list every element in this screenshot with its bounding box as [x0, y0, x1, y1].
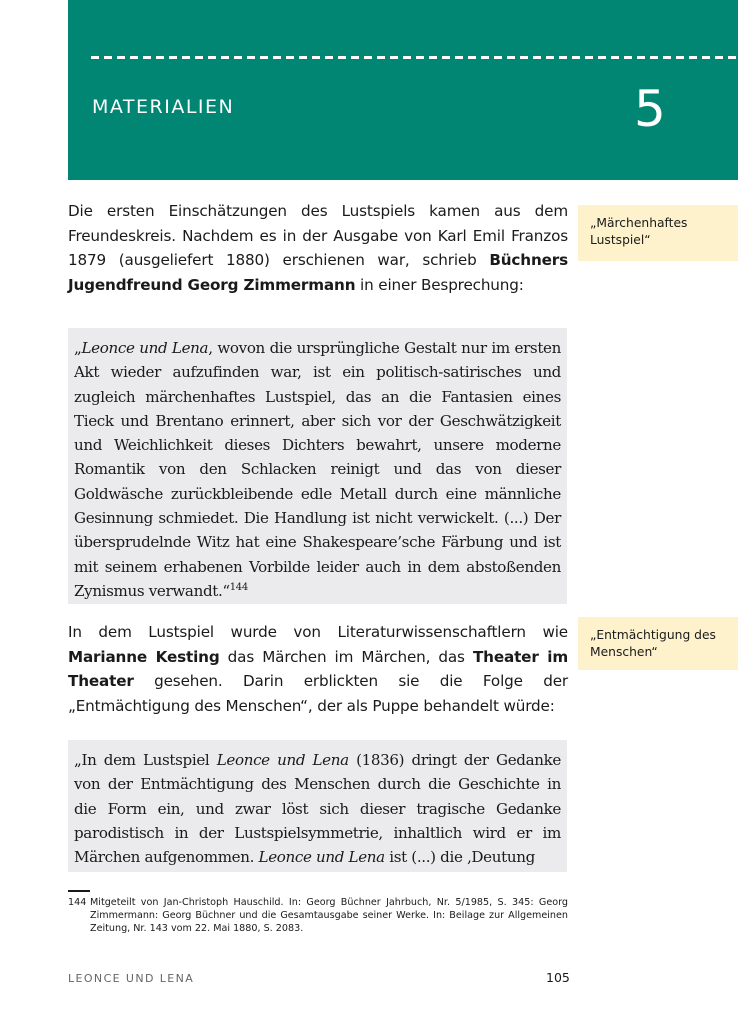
page-number: 105 [546, 970, 570, 985]
margin-note-entmaechtigung [578, 617, 738, 670]
paragraph-text: In dem Lustspiel wurde von Literaturwissenschaftlern wie [68, 623, 568, 641]
chapter-number: 5 [634, 80, 666, 138]
paragraph-text: das Märchen im Märchen, das [219, 647, 473, 666]
paragraph-text: Die ersten Einschätzungen des Lustspiels kamen aus dem Freundeskreis. Nachdem es in der Ausgabe von Karl Emil Franzos 1879 (ausgeliefert 1880) erschienen war, schrieb [68, 202, 568, 269]
margin-note-maerchenhaftes-lustspiel [578, 205, 738, 261]
quote-zimmermann [68, 328, 567, 604]
paragraph-intro [68, 199, 568, 297]
emphasis-term: Theater im Theater [68, 647, 568, 690]
chapter-header-band [68, 0, 738, 180]
paragraph-text: gesehen. Darin erblickten sie die Folge der „Entmächtigung des Menschen“, der als Puppe behandelt würde: [68, 672, 568, 715]
footnote-144 [68, 896, 568, 936]
footnote-reference[interactable]: 144 [229, 581, 248, 593]
footnote-rule [68, 890, 90, 892]
quote-text: ist (...) die ‚Deutung [384, 848, 535, 867]
footnote-text: Mitgeteilt von Jan-Christoph Hauschild. In: Georg Büchner Jahrbuch, Nr. 5/1985, S. 345: Georg Zimmermann: Georg Büchner und die Gesamtausgabe seiner Werke. In: Beilage zur Allgemeinen Zeitung, Nr. 143 vom 22. Mai 1880, S. 2083. [90, 897, 568, 935]
work-title: Leonce und Lena [81, 339, 209, 357]
work-title: Leonce und Lena [216, 751, 349, 769]
emphasis-name: Büchners Jugendfreund Georg Zimmermann [68, 251, 568, 294]
running-title: LEONCE UND LENA [68, 972, 195, 985]
dashed-divider [91, 56, 738, 59]
footnote-number: 144 [68, 897, 87, 908]
quote-text: , wovon die ursprüngliche Gestalt nur im ersten Akt wieder aufzufinden war, ist ein politisch-satirisches und zugleich märchenhaftes Lustspiel, das an die Fantasien eines Tieck und Brentano erinnert, aber sich vor der Geschwätzigkeit und Weichlichkeit dieses Dichters bewahrt, unsere moderne Romantik von den Schlacken reinigt und das von dieser Goldwäsche zurückbleibende edle Metall durch eine männliche Gesinnung schmiedet. Die Handlung ist nicht verwickelt. (...) Der übersprudelnde Witz hat eine Shakespeare’sche Färbung und ist mit seinem erhabenen Vorbilde leider auch in dem abstoßenden Zynismus verwandt.“ [74, 339, 561, 600]
section-label: MATERIALIEN [92, 96, 235, 118]
margin-note-text: „Entmächtigung des Menschen“ [590, 628, 716, 659]
emphasis-name: Marianne Kesting [68, 647, 220, 666]
quote-mark: „ [74, 339, 82, 357]
margin-note-text: „Märchenhaftes Lustspiel“ [590, 216, 688, 247]
quote-text: „In dem Lustspiel [74, 751, 217, 769]
quote-kesting [68, 740, 567, 872]
quote-text: (1836) dringt der Gedanke von der Entmächtigung des Menschen durch die Geschichte in die Form ein, und zwar löst sich dieser tragische Gedanke parodistisch in der Lustspielsymmetrie, inhaltlich wird er im Märchen aufgenommen. [74, 751, 561, 867]
work-title: Leonce und Lena [258, 848, 385, 867]
paragraph-text: in einer Besprechung: [355, 275, 524, 294]
paragraph-kesting [68, 620, 568, 718]
